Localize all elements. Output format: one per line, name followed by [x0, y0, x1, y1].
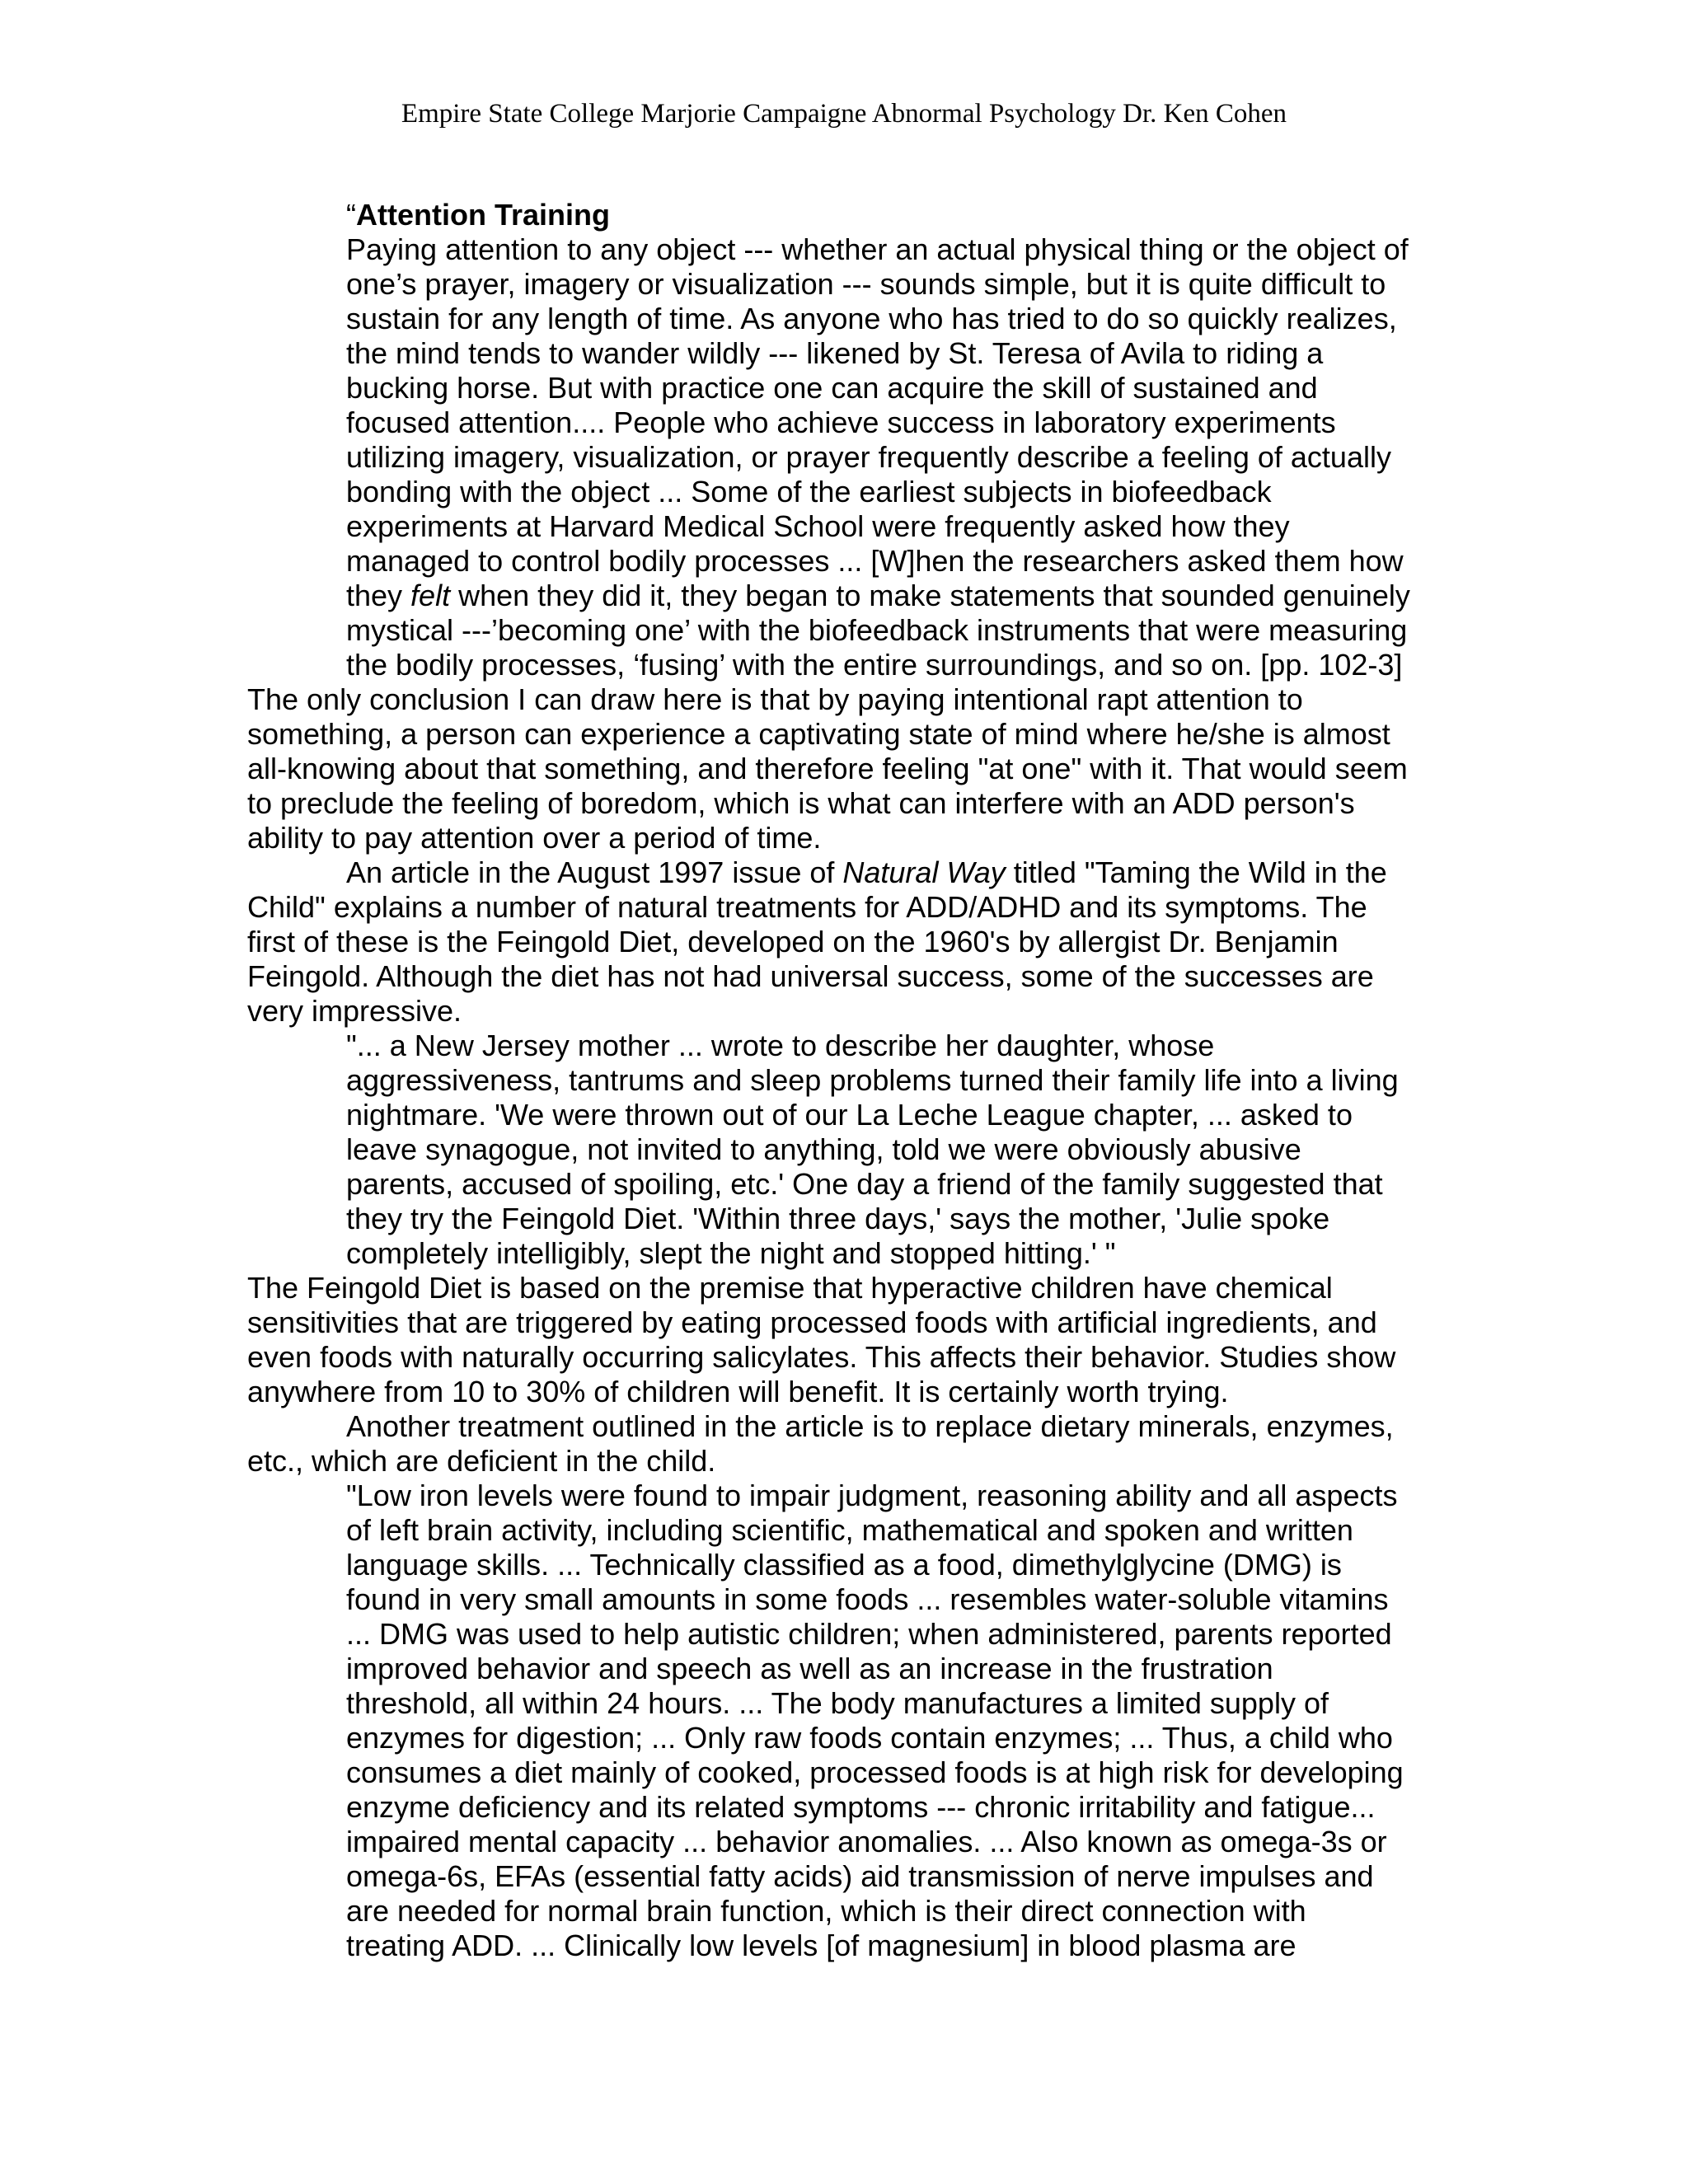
quote-line: Paying attention to any object --- whether an actual physical thing or the object of [346, 232, 1409, 266]
paragraph-conclusion [247, 682, 1451, 855]
quote-line: nightmare. 'We were thrown out of our La Leche League chapter, ... asked to [346, 1098, 1353, 1132]
block-quote-low-iron [247, 1479, 1451, 1963]
quote-line: bucking horse. But with practice one can acquire the skill of sustained and [346, 371, 1318, 405]
paragraph-line: first of these is the Feingold Diet, developed on the 1960's by allergist Dr. Benjamin [247, 925, 1339, 958]
paragraph-first-line: An article in the August 1997 issue of Natural Way titled "Taming the Wild in the [346, 855, 1387, 889]
quote-line: bonding with the object ... Some of the earliest subjects in biofeedback [346, 475, 1272, 509]
paragraph-line: to preclude the feeling of boredom, which is what can interfere with an ADD person's [247, 786, 1355, 820]
quote-line: ... DMG was used to help autistic children; when administered, parents reported [346, 1617, 1392, 1651]
paragraph-line: very impressive. [247, 994, 462, 1028]
document-body [247, 198, 1451, 1963]
quote-line: "... a New Jersey mother ... wrote to describe her daughter, whose [346, 1029, 1215, 1062]
paragraph-line: sensitivities that are triggered by eating processed foods with artificial ingredients, and [247, 1305, 1377, 1339]
quote-line: treating ADD. ... Clinically low levels [of magnesium] in blood plasma are [346, 1929, 1296, 1962]
quote-line: the mind tends to wander wildly --- likened by St. Teresa of Avila to riding a [346, 336, 1324, 370]
quote-line: omega-6s, EFAs (essential fatty acids) aid transmission of nerve impulses and [346, 1859, 1374, 1893]
quote-line: experiments at Harvard Medical School were frequently asked how they [346, 509, 1290, 543]
paragraph-feingold-diet [247, 1271, 1451, 1409]
quote-line: utilizing imagery, visualization, or prayer frequently describe a feeling of actually [346, 440, 1391, 474]
paragraph-line: The only conclusion I can draw here is that by paying intentional rapt attention to [247, 682, 1303, 716]
paragraph-line: something, a person can experience a captivating state of mind where he/she is almost [247, 717, 1390, 751]
quote-line: "Low iron levels were found to impair judgment, reasoning ability and all aspects [346, 1479, 1398, 1512]
page-header: Empire State College Marjorie Campaigne Abnormal Psychology Dr. Ken Cohen [401, 99, 1287, 129]
quote-line: sustain for any length of time. As anyone who has tried to do so quickly realizes, [346, 302, 1397, 335]
quote-line: one’s prayer, imagery or visualization --- sounds simple, but it is quite difficult to [346, 267, 1386, 301]
quote-line: improved behavior and speech as well as an increase in the frustration [346, 1652, 1273, 1685]
quote-line: leave synagogue, not invited to anything, told we were obviously abusive [346, 1132, 1301, 1166]
quote-line: enzymes for digestion; ... Only raw foods contain enzymes; ... Thus, a child who [346, 1721, 1393, 1755]
quote-line: enzyme deficiency and its related symptoms --- chronic irritability and fatigue... [346, 1790, 1376, 1824]
quote-line: they try the Feingold Diet. 'Within three days,' says the mother, 'Julie spoke [346, 1202, 1330, 1235]
paragraph-first-line: Another treatment outlined in the article is to replace dietary minerals, enzymes, [346, 1409, 1394, 1443]
quote-line: parents, accused of spoiling, etc.' One day a friend of the family suggested that [346, 1167, 1383, 1201]
paragraph-line: ability to pay attention over a period of time. [247, 821, 822, 855]
block-quote-new-jersey-mother [247, 1029, 1451, 1271]
paragraph-line: Feingold. Although the diet has not had universal success, some of the successes are [247, 959, 1374, 993]
quote-line: impaired mental capacity ... behavior anomalies. ... Also known as omega-3s or [346, 1825, 1387, 1858]
paragraph-line: anywhere from 10 to 30% of children will benefit. It is certainly worth trying. [247, 1375, 1229, 1408]
paragraph-natural-way [247, 855, 1451, 1029]
paragraph-line: even foods with naturally occurring salicylates. This affects their behavior. Studies show [247, 1340, 1396, 1374]
quote-line: focused attention.... People who achieve success in laboratory experiments [346, 405, 1336, 439]
quote-line: found in very small amounts in some foods ... resembles water-soluble vitamins [346, 1582, 1389, 1616]
quote-line: consumes a diet mainly of cooked, processed foods is at high risk for developing [346, 1755, 1404, 1789]
open-quote-mark: “ [346, 198, 356, 232]
paragraph-line: The Feingold Diet is based on the premise that hyperactive children have chemical [247, 1271, 1333, 1305]
quote-line: completely intelligibly, slept the night and stopped hitting.' " [346, 1236, 1116, 1270]
quote-line: of left brain activity, including scientific, mathematical and spoken and written [346, 1513, 1353, 1547]
italic-felt: felt [410, 579, 451, 612]
quote-line: threshold, all within 24 hours. ... The body manufactures a limited supply of [346, 1686, 1329, 1720]
paragraph-another-treatment [247, 1409, 1451, 1479]
quote-line: mystical ---’becoming one’ with the biofeedback instruments that were measuring [346, 613, 1408, 647]
paragraph-line: Child" explains a number of natural treatments for ADD/ADHD and its symptoms. The [247, 890, 1367, 924]
quote-line: managed to control bodily processes ... [W]hen the researchers asked them how [346, 544, 1404, 578]
quote-title: Attention Training [356, 198, 610, 232]
quote-line: aggressiveness, tantrums and sleep problems turned their family life into a living [346, 1063, 1399, 1097]
quote-line: language skills. ... Technically classified as a food, dimethylglycine (DMG) is [346, 1548, 1342, 1582]
quote-line: are needed for normal brain function, which is their direct connection with [346, 1894, 1306, 1928]
paragraph-line: etc., which are deficient in the child. [247, 1444, 716, 1478]
quote-title-line [247, 198, 1451, 232]
quote-line-felt: they felt when they did it, they began to make statements that sounded genuinely [346, 579, 1410, 612]
quote-line: the bodily processes, ‘fusing’ with the entire surroundings, and so on. [pp. 102-3] [346, 648, 1403, 682]
paragraph-line: all-knowing about that something, and therefore feeling "at one" with it. That would seem [247, 752, 1408, 785]
italic-natural-way: Natural Way [842, 855, 1006, 889]
block-quote-attention-training [247, 198, 1451, 682]
